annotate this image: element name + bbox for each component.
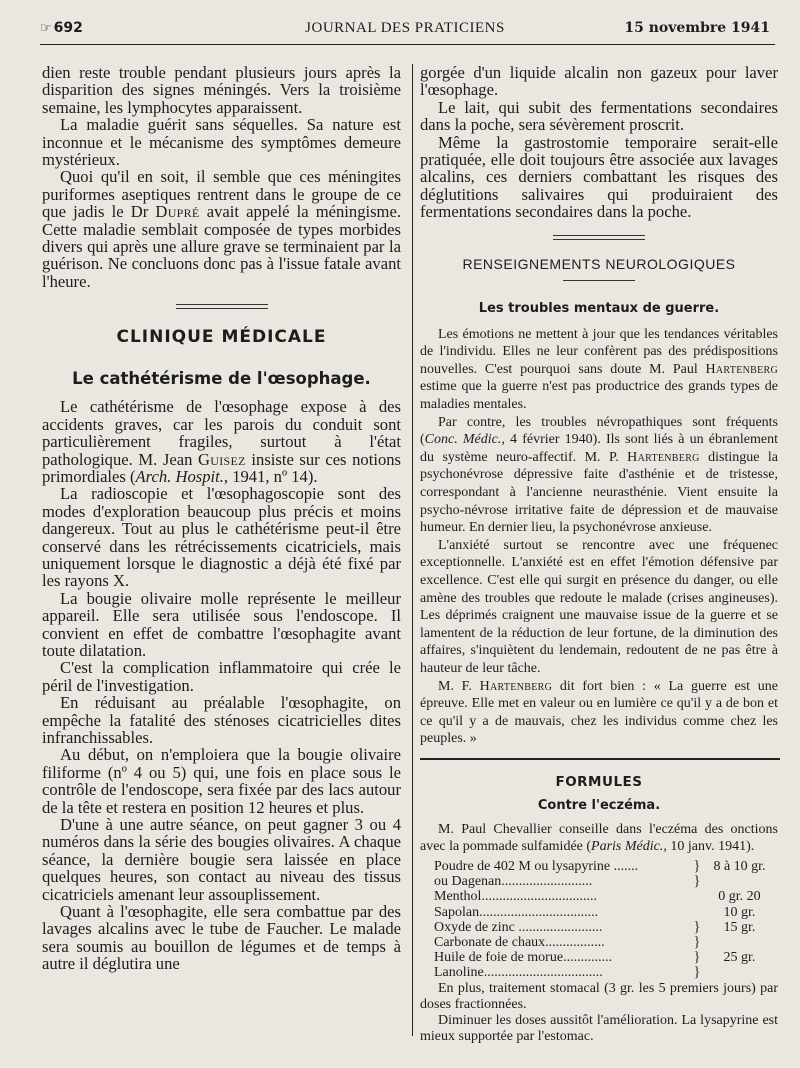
paragraph: Quant à l'œsophagite, elle sera combattue par des lavages alcalins avec le tube de Faucher. Le malade sera soumis au bouillon de légumes et de temps à autre il déglutira une — [42, 902, 401, 974]
paragraph: L'anxiété surtout se rencontre avec une fréquenec exceptionnelle. L'anxiété est en effet l'émotion défensive par excellence. C'est elle qui surgit en présence du danger, ou elle amène des troubles que redoute le malade (crises angineuses). Les déprimés craignent une mauvaise issue de la guerre et se lamentent de la réduction de leur fortune, de la diminution des affaires, s'inquiètent du lendemain, redoutent de ne pas être à hauteur de leur tâche. — [420, 537, 778, 676]
table-row — [434, 965, 774, 980]
header-rule — [40, 44, 775, 45]
article-title: Les troubles mentaux de guerre. — [478, 300, 720, 316]
issue-date: 15 novembre 1941 — [624, 20, 770, 36]
paragraph: C'est la complication inflammatoire qui crée le péril de l'investigation. — [42, 658, 401, 695]
brace: } — [693, 933, 701, 950]
paragraph: D'une à une autre séance, on peut gagner 3 ou 4 numéros dans la série des bougies olivaires. A chaque séance, la dernière bougie sera laissée en place quelques heures, son contact au niveau des tissus cicatriciels amenant leur assouplissement. — [42, 815, 401, 904]
ingredient: Menthol................................. — [434, 889, 597, 905]
brace: } — [693, 873, 701, 890]
brace — [689, 905, 705, 920]
ingredient: Sapolan.................................. — [434, 904, 599, 920]
prescription-table — [434, 859, 774, 981]
citation: Arch. Hospit. — [135, 466, 224, 486]
column-divider — [412, 64, 413, 1036]
paragraph: Le lait, qui subit des fermentations secondaires dans la poche, sera sévèrement proscrit. — [420, 97, 778, 135]
paragraph: En plus, traitement stomacal (3 gr. les 5 premiers jours) par doses fractionnées. — [420, 980, 778, 1012]
brace: } — [693, 918, 701, 935]
brace: } — [693, 964, 701, 981]
right-column — [420, 64, 778, 1045]
quantity: 8 à 10 gr. — [713, 858, 766, 874]
paragraph: Les émotions ne mettent à jour que les tendances véritables de l'individu. Elles ne leur confèrent pas des prédispositions nouvelles. C'est pourquoi sans doute M. Paul Hartenberg estime que la guerre n'est pas productrice des grands types de maladies mentales. — [420, 326, 778, 413]
author-name: Hartenberg — [627, 449, 700, 465]
citation: Paris Médic. — [591, 838, 664, 854]
citation: Conc. Médic. — [424, 432, 502, 448]
ingredient: ou Dagenan.......................... — [434, 874, 593, 890]
ingredient: Poudre de 402 M ou lysapyrine ....... — [434, 858, 639, 874]
paragraph: La bougie olivaire molle représente le meilleur appareil. Elle sera utilisée sous l'endoscope. Il convient en effet de combattre l'œsophagite avant toute dilatation. — [42, 588, 401, 660]
page-number: ☞ 692 — [40, 20, 83, 36]
paragraph: Le cathétérisme de l'œsophage expose à des accidents graves, car les parois du conduit sont particulièrement fragiles, surtout à l'état pathologique. M. Jean Guisez insiste sur ces notions primordiales (Arch. Hospit., 1941, nº 14). — [42, 397, 401, 486]
section-divider — [553, 235, 645, 240]
paragraph: Diminuer les doses aussitôt l'amélioration. La lysapyrine est mieux supportée par l'estomac. — [420, 1012, 778, 1044]
paragraph: La radioscopie et l'œsophagoscopie sont des modes d'exploration beaucoup plus précis et moins dangereux. Tout au plus le cathétérisme peut-il être conservé dans les rétrécissements cicatriciels, mais uniquement lorsque le diagnostic a déjà été fixé par les rayons X. — [42, 484, 401, 591]
ingredient: Oxyde de zinc ........................ — [434, 919, 603, 935]
ingredient: Huile de foie de morue.............. — [434, 950, 613, 966]
paragraph: M. Paul Chevallier conseille dans l'eczéma des onctions avec la pommade sulfamidée (Paris Médic., 10 janv. 1941). — [420, 821, 778, 854]
article-body — [420, 326, 778, 748]
table-row — [434, 859, 774, 874]
quantity: 15 gr. — [723, 919, 756, 935]
brace: } — [693, 857, 701, 874]
author-name: Guisez — [198, 449, 246, 469]
paragraph: M. F. Hartenberg dit fort bien : « La guerre est une épreuve. Elle met en valeur ou en lumière ce qu'il y a de bon et ce qu'il y a de mauvais, chez les individus comme chez les peuples. » — [420, 678, 778, 747]
paragraph: Au début, on n'emploiera que la bougie olivaire filiforme (nº 4 ou 5) qui, une fois en place sous le contrôle de l'endoscope, sera fixée par des lacs autour de la tête et restera en position 12 heures et plus. — [42, 745, 401, 817]
paragraph: Par contre, les troubles névropathiques sont fréquents (Conc. Médic., 4 février 1940). Ils sont liés à un ébranlement du système neuro-affectif. M. P. Hartenberg distingue la psychonévrose dépressive faite d'asthénie et de tristesse, correspondant à l'ancienne neurasthénie. Vient ensuite la psycho-névrose irritative faite de dépression et de mauvaise humeur. En dernier lieu, la psychonévrose anxieuse. — [420, 414, 778, 536]
table-row — [434, 905, 774, 920]
quantity — [705, 965, 774, 980]
paragraph: En réduisant au préalable l'œsophagite, on empêche la fatalité des sténoses cicatricielles dites infranchissables. — [42, 693, 401, 747]
table-row — [434, 935, 774, 950]
section-title: FORMULES — [555, 773, 643, 790]
ingredient: Lanoline.................................. — [434, 965, 603, 981]
author-name: Dupré — [155, 202, 200, 222]
paragraph: Même la gastrostomie temporaire serait-elle pratiquée, elle doit toujours être associée aux lavages alcalins, ces derniers combattant les risques des déglutitions salivaires qui produiraient des fermentations secondaires dans la poche. — [420, 132, 778, 222]
left-column — [42, 64, 401, 973]
quantity — [705, 874, 774, 889]
article-body — [42, 398, 401, 972]
pointing-hand-icon: ☞ — [40, 21, 52, 36]
quantity: 25 gr. — [723, 950, 756, 966]
section-title: RENSEIGNEMENTS NEUROLOGIQUES — [462, 255, 736, 272]
brace: } — [693, 949, 701, 966]
table-row — [434, 874, 774, 889]
table-row — [434, 920, 774, 935]
ingredient: Carbonate de chaux................. — [434, 934, 605, 950]
section-divider — [420, 758, 780, 760]
page-header — [40, 18, 770, 40]
quantity: 10 gr. — [723, 904, 756, 920]
article-title: Le cathétérisme de l'œsophage. — [72, 369, 371, 389]
quantity — [705, 935, 774, 950]
article-title: Contre l'eczéma. — [537, 797, 661, 813]
author-name: Hartenberg — [479, 678, 553, 694]
formula-notes — [420, 981, 778, 1045]
section-title: CLINIQUE MÉDICALE — [116, 327, 327, 348]
table-row — [434, 950, 774, 965]
paragraph: dien reste trouble pendant plusieurs jours après la disparition des signes méningés. Vers la troisième semaine, les lymphocytes apparaissent. — [42, 63, 401, 117]
paragraph: gorgée d'un liquide alcalin non gazeux pour laver l'œsophage. — [420, 63, 778, 100]
author-name: Hartenberg — [705, 361, 778, 377]
paragraph: Quoi qu'il en soit, il semble que ces méningites puriformes aseptiques rentrent dans le groupe de ce que jadis le Dr Dupré avait appelé la méningisme. Cette maladie semblait composée de types morbides divers qui après une allure grave se terminaient par la guérison. Ne concluons donc pas à l'issue fatale avant l'heure. — [42, 167, 401, 291]
journal-title: JOURNAL DES PRATICIENS — [305, 20, 505, 36]
brace — [689, 889, 705, 904]
paragraph: La maladie guérit sans séquelles. Sa nature est inconnue et le mécanisme des symptômes demeure mystérieux. — [42, 115, 401, 170]
section-divider — [176, 304, 268, 309]
table-row — [434, 889, 774, 904]
quantity: 0 gr. 20 — [718, 889, 761, 905]
title-underline — [563, 280, 635, 281]
